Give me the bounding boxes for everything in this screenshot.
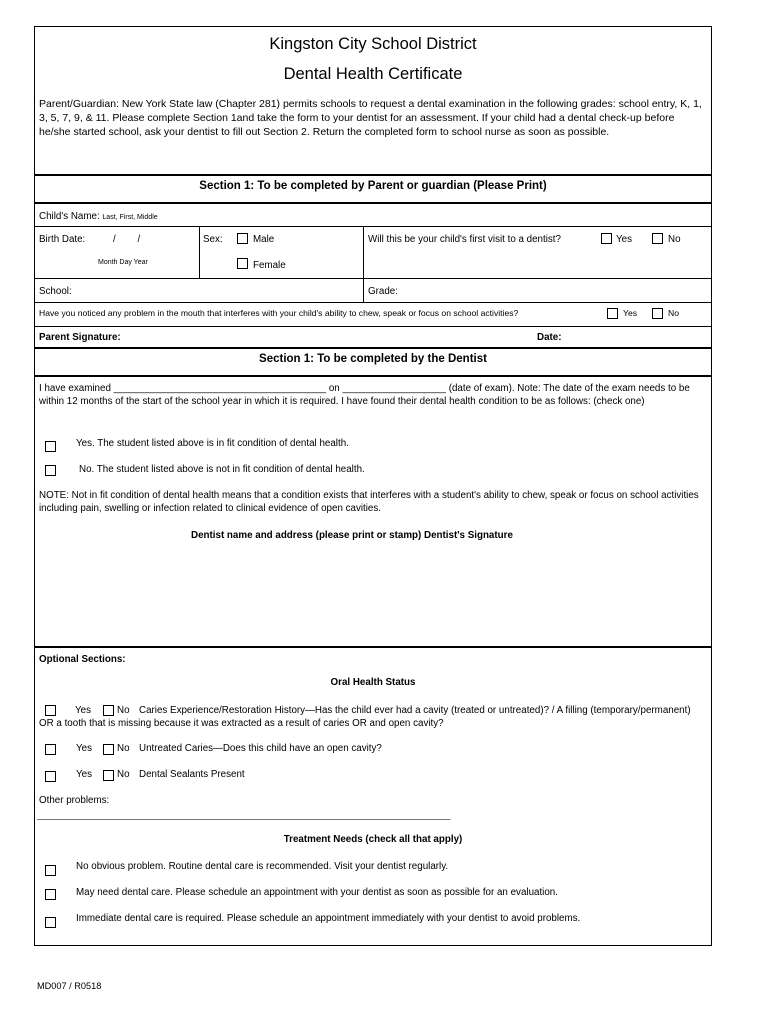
treatment-3-checkbox[interactable]	[45, 917, 56, 928]
form-title: Dental Health Certificate	[283, 65, 463, 83]
problem-no-label: No	[668, 308, 679, 318]
problem-question: Have you noticed any problem in the mouth that interferes with your child's ability to chew, speak or focus on school activities?	[39, 308, 519, 318]
treatment-3-label: Immediate dental care is required. Please schedule an appointment immediately with your dentist to avoid problems.	[76, 913, 581, 924]
sealants-yes-label: Yes	[76, 769, 92, 780]
dentist-signature-area[interactable]: Dentist name and address (please print or stamp) Dentist's Signature	[191, 530, 513, 541]
divider	[35, 326, 711, 327]
parent-signature-field[interactable]: Parent Signature:	[39, 332, 121, 343]
male-label: Male	[253, 234, 275, 245]
birth-date-hint: Month Day Year	[98, 259, 148, 266]
female-checkbox[interactable]	[237, 258, 248, 269]
divider	[363, 226, 364, 302]
parent-date-field[interactable]: Date:	[537, 332, 562, 343]
divider	[35, 646, 711, 648]
section1-heading: Section 1: To be completed by Parent or guardian (Please Print)	[199, 180, 547, 192]
untreated-no-label: No	[117, 743, 130, 754]
oral-health-heading: Oral Health Status	[330, 677, 416, 688]
first-visit-yes-checkbox[interactable]	[601, 233, 612, 244]
childs-name-label: Child's Name:	[39, 211, 100, 222]
other-problems-line[interactable]: ______________________________________________________________________________________________________	[37, 811, 451, 820]
birth-date-label: Birth Date:	[39, 234, 86, 245]
childs-name-field[interactable]	[39, 210, 158, 224]
divider	[35, 375, 711, 377]
treatment-heading: Treatment Needs (check all that apply)	[283, 834, 463, 845]
note-text: NOTE: Not in fit condition of dental health means that a condition exists that interferes with a student's ability to chew, speak or focus on school activities including pain, swelling or infection related to clinical evidence of open cavities.	[39, 490, 699, 514]
problem-yes-label: Yes	[623, 308, 638, 318]
divider	[35, 302, 711, 303]
fit-condition-yes-label: Yes. The student listed above is in fit condition of dental health.	[76, 438, 349, 449]
caries-no-label: No	[117, 705, 130, 716]
sealants-no-label: No	[117, 769, 130, 780]
fit-condition-yes-checkbox[interactable]	[45, 441, 56, 452]
birth-date-field[interactable]: / /	[113, 234, 141, 245]
divider	[35, 202, 711, 204]
intro-text: Parent/Guardian: New York State law (Chapter 281) permits schools to request a dental examination in the following grades: school entry, K, 1, 3, 5, 7, 9, & 11. Please complete Section 1and take the form to your dentist for an assessment. If your child had a dental check-up before he/she started school, ask your dentist to fill out Section 2. Return the completed form to school nurse as soon as possible.	[39, 98, 702, 138]
divider	[35, 226, 711, 227]
divider	[35, 278, 711, 279]
female-label: Female	[253, 260, 286, 271]
fit-condition-no-label: No. The student listed above is not in fit condition of dental health.	[79, 464, 365, 475]
form-code: MD007 / R0518	[37, 981, 102, 991]
untreated-no-checkbox[interactable]	[103, 744, 114, 755]
examined-statement: I have examined _______________________________________ on ___________________ (date of exam). Note: The date of the exam needs to be within 12 months of the start of the school year in which it is required. I have found their dental health condition to be as follows: (check one)	[39, 383, 690, 407]
divider	[35, 174, 711, 176]
treatment-1-label: No obvious problem. Routine dental care is recommended. Visit your dentist regularly.	[76, 861, 449, 872]
sealants-yes-checkbox[interactable]	[45, 771, 56, 782]
untreated-caries-text: Untreated Caries—Does this child have an open cavity?	[139, 743, 382, 754]
district-name: Kingston City School District	[269, 35, 477, 53]
first-visit-no-label: No	[668, 234, 681, 245]
divider	[35, 347, 711, 349]
divider	[199, 226, 200, 278]
first-visit-no-checkbox[interactable]	[652, 233, 663, 244]
first-visit-yes-label: Yes	[616, 234, 632, 245]
treatment-2-label: May need dental care. Please schedule an appointment with your dentist as soon as possible for an evaluation.	[76, 887, 558, 898]
other-problems-label: Other problems:	[39, 795, 110, 806]
dentist-section-heading: Section 1: To be completed by the Dentist	[259, 353, 487, 365]
sex-label: Sex:	[203, 234, 223, 245]
childs-name-hint: Last, First, Middle	[102, 214, 158, 221]
sealants-text: Dental Sealants Present	[139, 769, 245, 780]
school-field[interactable]: School:	[39, 286, 72, 297]
certificate-form	[34, 26, 712, 946]
caries-experience-text: Caries Experience/Restoration History—Has the child ever had a cavity (treated or untreated)? / A filling (temporary/permanent) OR a tooth that is missing because it was extracted as a result of caries OR and open cavity?	[39, 705, 691, 729]
first-visit-question: Will this be your child's first visit to a dentist?	[368, 234, 561, 245]
treatment-2-checkbox[interactable]	[45, 889, 56, 900]
grade-field[interactable]: Grade:	[368, 286, 398, 297]
problem-no-checkbox[interactable]	[652, 308, 663, 319]
fit-condition-no-checkbox[interactable]	[45, 465, 56, 476]
caries-yes-label: Yes	[75, 705, 91, 716]
problem-yes-checkbox[interactable]	[607, 308, 618, 319]
untreated-yes-checkbox[interactable]	[45, 744, 56, 755]
optional-heading: Optional Sections:	[39, 654, 126, 665]
untreated-yes-label: Yes	[76, 743, 92, 754]
male-checkbox[interactable]	[237, 233, 248, 244]
treatment-1-checkbox[interactable]	[45, 865, 56, 876]
sealants-no-checkbox[interactable]	[103, 770, 114, 781]
